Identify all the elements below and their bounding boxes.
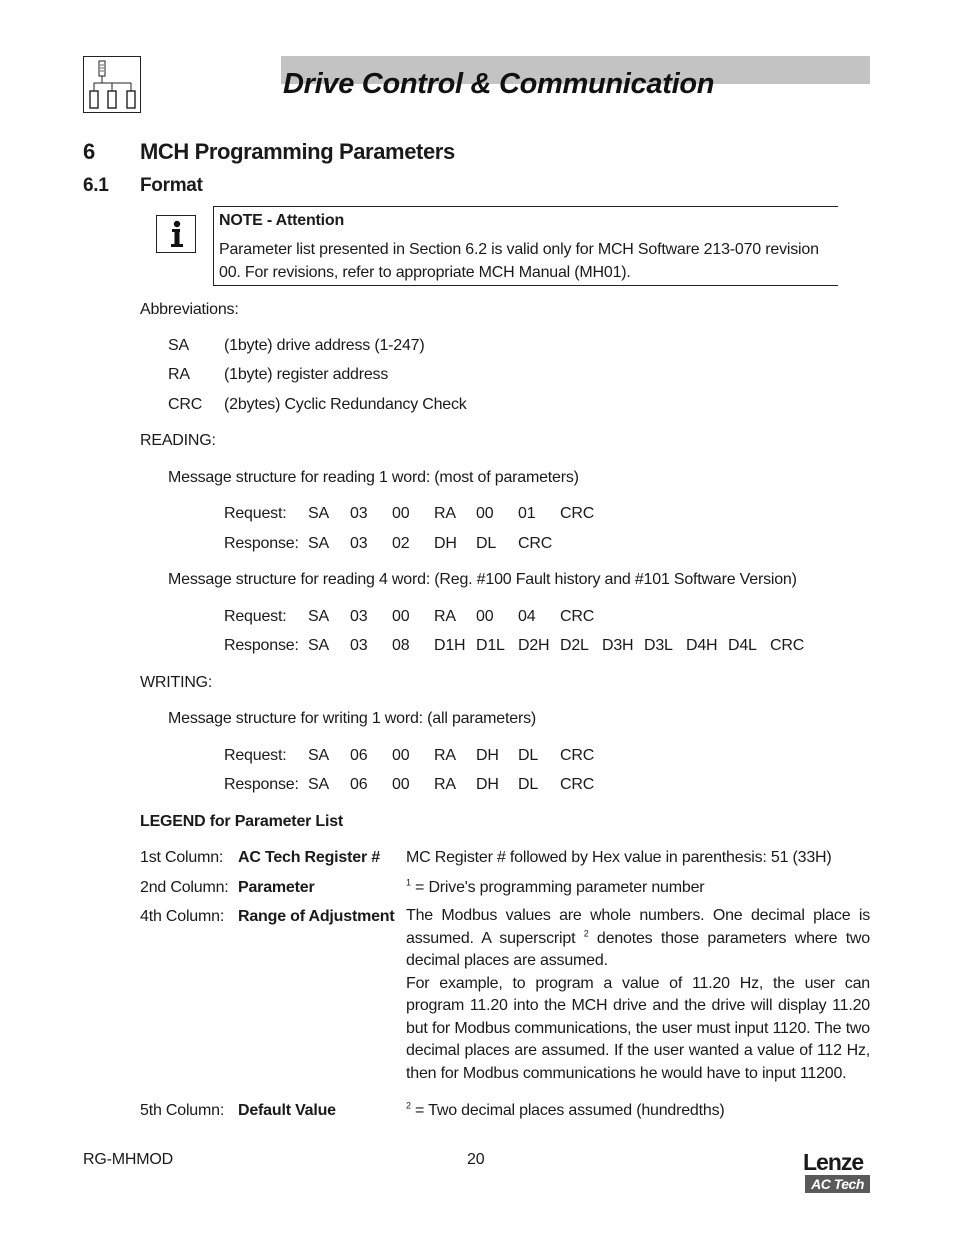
msg-field: DH (476, 776, 499, 793)
subsection-title: Format (140, 175, 203, 196)
legend-column-name: Default Value (238, 1102, 336, 1119)
note-left-rule (213, 206, 214, 286)
request-row (0, 607, 954, 627)
section-number: 6 (83, 139, 95, 164)
note-heading: NOTE - Attention (219, 212, 345, 229)
msg-field: CRC (518, 535, 553, 552)
msg-label: Response: (224, 637, 299, 654)
info-icon (156, 215, 196, 253)
msg-field: SA (308, 747, 329, 764)
msg-field: CRC (770, 637, 805, 654)
range-text: denotes those parameters where two decimal places are assumed. (406, 929, 870, 969)
reading-label: READING: (140, 432, 216, 449)
msg-field: 00 (476, 608, 494, 625)
msg-label: Response: (224, 776, 299, 793)
page-number: 20 (467, 1151, 485, 1168)
msg-field: 00 (392, 776, 410, 793)
msg-field: SA (308, 776, 329, 793)
msg-field: 06 (350, 776, 368, 793)
msg-field: 00 (476, 505, 494, 522)
abbrev-desc: (1byte) register address (224, 366, 389, 383)
legend-column-name: AC Tech Register # (238, 849, 380, 866)
legend-column-label: 1st Column: (140, 849, 224, 866)
msg-field: 08 (392, 637, 410, 654)
msg-field: 03 (350, 608, 368, 625)
note-line-2: 00. For revisions, refer to appropriate MCH Manual (MH01). (219, 264, 631, 281)
msg-field: CRC (560, 776, 595, 793)
ac-tech-logo: AC Tech (805, 1175, 870, 1193)
document-code: RG-MHMOD (83, 1151, 173, 1168)
msg-field: 06 (350, 747, 368, 764)
legend-column-label: 2nd Column: (140, 879, 229, 896)
request-row (0, 746, 954, 766)
legend-column-desc: MC Register # followed by Hex value in parenthesis: 51 (33H) (406, 849, 832, 866)
msg-field: 00 (392, 505, 410, 522)
msg-field: CRC (560, 747, 595, 764)
msg-field: DL (518, 747, 539, 764)
msg-field: RA (434, 776, 456, 793)
range-paragraph-2: For example, to program a value of 11.20 Hz, the user can program 11.20 into the MCH drive and the drive will display 11.20 but for Modbus communications, the user must input 1120. The two decimal places are assumed. If the user wanted a value of 112 Hz, then for Modbus communications he would have to input 11200. (406, 974, 870, 1082)
superscript: 2 (583, 928, 589, 939)
msg-field: SA (308, 535, 329, 552)
note-bottom-rule (213, 285, 838, 286)
legend-range-desc (406, 905, 870, 1085)
lenze-logo: Lenze (803, 1149, 864, 1175)
abbrev-key: RA (168, 366, 190, 383)
abbreviations-label: Abbreviations: (140, 301, 239, 318)
msg-field: 03 (350, 505, 368, 522)
msg-field: SA (308, 505, 329, 522)
note-top-rule (213, 206, 838, 207)
legend-column-label: 5th Column: (140, 1102, 225, 1119)
abbrev-key: SA (168, 337, 189, 354)
msg-field: SA (308, 637, 329, 654)
msg-field: D3H (602, 637, 634, 654)
msg-field: 03 (350, 637, 368, 654)
writing-intro: Message structure for writing 1 word: (all parameters) (168, 710, 536, 727)
msg-field: D4L (728, 637, 757, 654)
msg-field: 00 (392, 608, 410, 625)
response-row (0, 775, 954, 795)
msg-field: D2H (518, 637, 550, 654)
msg-field: SA (308, 608, 329, 625)
network-diagram-icon (83, 56, 141, 113)
range-paragraph-1 (406, 905, 870, 973)
msg-field: 00 (392, 747, 410, 764)
section-title: MCH Programming Parameters (140, 139, 455, 164)
msg-field: D1H (434, 637, 466, 654)
msg-label: Request: (224, 747, 287, 764)
msg-field: D2L (560, 637, 589, 654)
writing-label: WRITING: (140, 674, 213, 691)
msg-field: DH (476, 747, 499, 764)
msg-field: DL (476, 535, 497, 552)
legend-column-desc (406, 878, 704, 898)
response-row (0, 534, 954, 554)
abbrev-desc: (2bytes) Cyclic Redundancy Check (224, 396, 467, 413)
msg-field: 02 (392, 535, 410, 552)
response-row (0, 636, 954, 656)
msg-field: RA (434, 608, 456, 625)
msg-label: Response: (224, 535, 299, 552)
abbrev-key: CRC (168, 396, 203, 413)
msg-field: 04 (518, 608, 536, 625)
msg-field: DL (518, 776, 539, 793)
note-line-1: Parameter list presented in Section 6.2 is valid only for MCH Software 213-070 revision (219, 241, 819, 258)
request-row (0, 504, 954, 524)
legend-desc-text: = Drive's programming parameter number (410, 879, 705, 896)
superscript: 1 (406, 877, 411, 888)
legend-column-name: Parameter (238, 879, 315, 896)
legend-column-desc (406, 1101, 725, 1121)
abbrev-desc: (1byte) drive address (1-247) (224, 337, 425, 354)
legend-column-label: 4th Column: (140, 908, 225, 925)
msg-field: DH (434, 535, 457, 552)
msg-field: CRC (560, 505, 595, 522)
legend-desc-text: = Two decimal places assumed (hundredths) (410, 1102, 725, 1119)
reading-intro-1: Message structure for reading 1 word: (most of parameters) (168, 469, 579, 486)
msg-field: RA (434, 747, 456, 764)
msg-field: D4H (686, 637, 718, 654)
page-header-title: Drive Control & Communication (283, 68, 715, 100)
superscript: 2 (406, 1100, 411, 1111)
msg-field: D3L (644, 637, 673, 654)
range-text: The Modbus values are whole numbers. One decimal place is assumed. A superscript (406, 907, 870, 947)
legend-heading: LEGEND for Parameter List (140, 813, 344, 830)
msg-field: 01 (518, 505, 536, 522)
msg-field: CRC (560, 608, 595, 625)
msg-field: 03 (350, 535, 368, 552)
subsection-number: 6.1 (83, 175, 109, 196)
msg-label: Request: (224, 608, 287, 625)
msg-field: RA (434, 505, 456, 522)
reading-intro-2: Message structure for reading 4 word: (Reg. #100 Fault history and #101 Software Version) (168, 571, 797, 588)
legend-column-name: Range of Adjustment (238, 908, 395, 925)
msg-field: D1L (476, 637, 505, 654)
msg-label: Request: (224, 505, 287, 522)
